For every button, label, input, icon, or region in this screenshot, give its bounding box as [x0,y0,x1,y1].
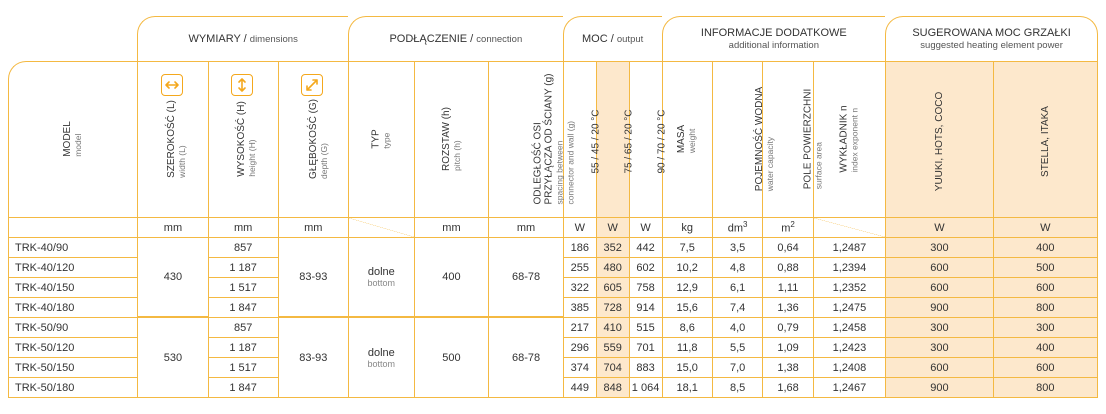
cell-type [348,317,414,398]
unit-h2: W [993,217,1098,237]
cell-heating-2: 400 [993,337,1098,357]
col-surface: POLE POWIERZCHNI surface area [762,61,812,217]
unit-height: mm [208,217,278,237]
cell-water-capacity: 7,4 [712,297,762,317]
horizontal-arrows-icon [161,74,183,96]
diagonal-arrows-icon [301,74,323,96]
cell-power-75: 480 [596,257,629,277]
cell-water-capacity: 3,5 [712,237,762,257]
cell-power-75: 704 [596,357,629,377]
cell-model: TRK-50/180 [8,377,137,398]
cell-model: TRK-40/90 [8,237,137,257]
cell-exponent: 1,2475 [813,297,885,317]
col-type: TYP type [348,61,414,217]
cell-model: TRK-40/150 [8,277,137,297]
cell-mass: 18,1 [662,377,712,398]
cell-surface-area: 1,09 [762,337,812,357]
cell-heating-2: 600 [993,277,1098,297]
cell-water-capacity: 5,5 [712,337,762,357]
cell-heating-2: 400 [993,237,1098,257]
cell-model: TRK-40/120 [8,257,137,277]
vertical-arrows-icon [231,74,253,96]
unit-surface: $m^2$ [762,217,812,237]
cell-width: 430 [137,237,207,317]
cell-power-90: 442 [629,237,662,257]
cell-power-90: 515 [629,317,662,337]
cell-height: 1 187 [208,337,278,357]
cell-exponent: 1,2458 [813,317,885,337]
cell-mass: 11,8 [662,337,712,357]
cell-power-90: 1 064 [629,377,662,398]
group-connection: PODŁĄCZENIE / connection [348,16,563,61]
table-row [8,317,1098,337]
cell-exponent: 1,2394 [813,257,885,277]
cell-power-75: 848 [596,377,629,398]
cell-power-55: 186 [563,237,596,257]
cell-mass: 7,5 [662,237,712,257]
cell-heating-1: 900 [885,377,992,398]
cell-water-capacity: 7,0 [712,357,762,377]
cell-water-capacity: 8,5 [712,377,762,398]
unit-t1: W [563,217,596,237]
cell-model: TRK-50/150 [8,357,137,377]
unit-mass: kg [662,217,712,237]
group-header-row [8,16,1098,61]
cell-power-90: 602 [629,257,662,277]
cell-power-55: 322 [563,277,596,297]
cell-mass: 10,2 [662,257,712,277]
unit-type-diagonal [348,217,414,237]
cell-height: 1 517 [208,357,278,377]
cell-height: 857 [208,317,278,337]
cell-height: 1 187 [208,257,278,277]
cell-power-75: 559 [596,337,629,357]
type-label-en: bottom [367,278,396,288]
cell-depth: 83-93 [278,237,348,317]
cell-power-75: 728 [596,297,629,317]
col-width: SZEROKOŚĆ (L) width (L) [137,61,207,217]
cell-heating-1: 900 [885,297,992,317]
cell-exponent: 1,2423 [813,337,885,357]
cell-power-55: 296 [563,337,596,357]
cell-mass: 15,6 [662,297,712,317]
cell-water-capacity: 4,0 [712,317,762,337]
col-mass: MASA weight [662,61,712,217]
col-water: POJEMNOŚĆ WODNA water capacity [712,61,762,217]
unit-depth: mm [278,217,348,237]
unit-model [8,217,137,237]
cell-power-75: 410 [596,317,629,337]
cell-exponent: 1,2408 [813,357,885,377]
cell-pitch: 400 [414,237,489,317]
cell-power-55: 385 [563,297,596,317]
group-heating: SUGEROWANA MOC GRZAŁKI suggested heating element power [885,16,1098,61]
cell-power-75: 352 [596,237,629,257]
cell-depth: 83-93 [278,317,348,398]
type-label-pl: dolne [367,266,395,278]
cell-model: TRK-40/180 [8,297,137,317]
col-temp-75: 75 / 65 / 20 °C [596,61,629,217]
col-temp-90: 90 / 70 / 20 °C [629,61,662,217]
cell-mass: 12,9 [662,277,712,297]
cell-heating-1: 300 [885,237,992,257]
cell-width: 530 [137,317,207,398]
cell-power-90: 883 [629,357,662,377]
table-row [8,237,1098,257]
cell-power-55: 255 [563,257,596,277]
cell-surface-area: 1,68 [762,377,812,398]
cell-exponent: 1,2467 [813,377,885,398]
cell-heating-1: 600 [885,357,992,377]
cell-power-75: 605 [596,277,629,297]
cell-surface-area: 1,38 [762,357,812,377]
cell-exponent: 1,2487 [813,237,885,257]
cell-surface-area: 0,79 [762,317,812,337]
cell-power-55: 374 [563,357,596,377]
cell-power-90: 914 [629,297,662,317]
cell-spacing: 68-78 [488,317,563,398]
col-temp-55: 55 / 45 / 20 °C [563,61,596,217]
col-height: WYSOKOŚĆ (H) height (H) [208,61,278,217]
cell-spacing: 68-78 [488,237,563,317]
cell-surface-area: 1,11 [762,277,812,297]
cell-model: TRK-50/90 [8,317,137,337]
col-heating-2: STELLA, ITAKA [993,61,1098,217]
column-header-row [8,61,1098,217]
cell-heating-2: 800 [993,377,1098,398]
unit-row [8,217,1098,237]
cell-height: 857 [208,237,278,257]
col-spacing: ODLEGŁOŚĆ OSI PRZYŁĄCZA OD ŚCIANY (g) spacing between connector and wall (g) [488,61,563,217]
cell-surface-area: 1,36 [762,297,812,317]
cell-height: 1 517 [208,277,278,297]
cell-mass: 15,0 [662,357,712,377]
unit-water: $dm^3$ [712,217,762,237]
cell-type [348,237,414,317]
cell-power-90: 701 [629,337,662,357]
cell-height: 1 847 [208,297,278,317]
unit-spacing: mm [488,217,563,237]
unit-t2: W [596,217,629,237]
col-heating-1: YUUKI, HOTS, COCO [885,61,992,217]
cell-heating-2: 500 [993,257,1098,277]
unit-pitch: mm [414,217,489,237]
cell-mass: 8,6 [662,317,712,337]
cell-water-capacity: 4,8 [712,257,762,277]
group-additional: INFORMACJE DODATKOWE additional information [662,16,886,61]
cell-surface-area: 0,88 [762,257,812,277]
col-exponent: WYKŁADNIK n index exponent n [813,61,885,217]
cell-height: 1 847 [208,377,278,398]
cell-heating-2: 800 [993,297,1098,317]
col-model: MODEL model [8,61,137,217]
cell-heating-1: 600 [885,277,992,297]
type-label-en: bottom [367,358,396,369]
cell-water-capacity: 6,1 [712,277,762,297]
cell-heating-1: 300 [885,337,992,357]
cell-power-90: 758 [629,277,662,297]
unit-width: mm [137,217,207,237]
unit-t3: W [629,217,662,237]
cell-heating-1: 300 [885,317,992,337]
type-label-pl: dolne [367,346,395,359]
cell-heating-2: 600 [993,357,1098,377]
cell-heating-1: 600 [885,257,992,277]
cell-surface-area: 0,64 [762,237,812,257]
group-dimensions: WYMIARY / dimensions [137,16,348,61]
unit-h1: W [885,217,992,237]
col-depth: GŁĘBOKOŚĆ (G) depth (G) [278,61,348,217]
cell-heating-2: 300 [993,317,1098,337]
col-pitch: ROZSTAW (h) pitch (h) [414,61,489,217]
cell-pitch: 500 [414,317,489,398]
cell-exponent: 1,2352 [813,277,885,297]
cell-power-55: 449 [563,377,596,398]
radiator-spec-table [8,16,1098,398]
group-output: MOC / output [563,16,662,61]
cell-model: TRK-50/120 [8,337,137,357]
unit-exponent-diagonal [813,217,885,237]
cell-power-55: 217 [563,317,596,337]
